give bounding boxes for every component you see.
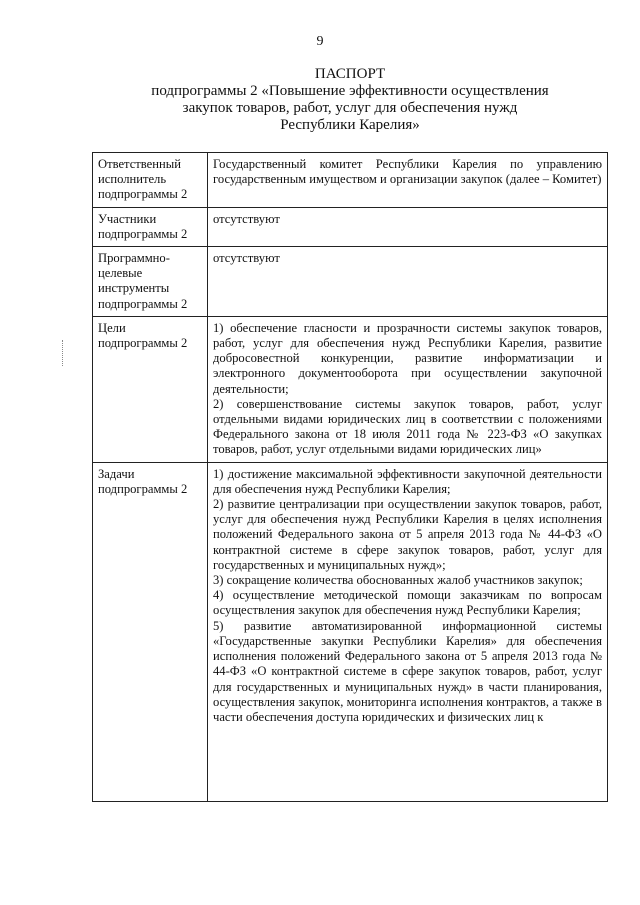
row-content [208,153,608,208]
margin-mark [62,340,64,366]
paragraph: Государственный комитет Республики Карелия по управлению государственным имуществом и организации закупок (далее – Комитет) [213,157,602,187]
table-row-instruments [93,247,608,317]
paragraph: 5) развитие автоматизированной информационной системы «Государственные закупки Республики Карелия» для обеспечения исполнения положений Федерального закона от 5 апреля 2013 года № 44-ФЗ «О контрактной системе в сфере закупок товаров, работ, услуг для государственных и муниципальных нужд» в части планирования, осуществления закупок, мониторинга исполнения контрактов, а также в части обеспечения доступа юридических и физических лиц к [213,618,602,724]
page-number: 9 [316,34,324,49]
paragraph: 1) достижение максимальной эффективности закупочной деятельности для обеспечения нужд Республики Карелия; [213,466,602,496]
table-row-tasks [93,462,608,801]
row-content [208,316,608,462]
paragraph: 1) обеспечение гласности и прозрачности системы закупок товаров, работ, услуг для обеспечения нужд Республики Карелия, развитие добросовестной конкуренции, развитие информатизации и электронного документооборота при осуществлении закупочной деятельности; [213,320,602,396]
row-label: Цели подпрограммы 2 [93,316,208,462]
row-label: Задачи подпрограммы 2 [93,462,208,801]
title-line: подпрограммы 2 «Повышение эффективности осуществления [151,83,549,99]
title-line: закупок товаров, работ, услуг для обеспечения нужд [182,100,518,116]
paragraph: отсутствуют [213,251,280,266]
document-title [100,66,600,134]
paragraph: 4) осуществление методической помощи заказчикам по вопросам осуществления закупок для обеспечения нужд Республики Карелия; [213,588,602,618]
title-heading: ПАСПОРТ [314,66,386,82]
paragraph: 2) развитие централизации при осуществлении закупок товаров, работ, услуг для обеспечения нужд Республики Карелия в целях исполнения положений Федерального закона от 5 апреля 2013 года № 44-ФЗ «О контрактной системе в сфере закупок товаров, работ, услуг для государственных и муниципальных нужд»; [213,497,602,572]
row-label: Ответственный исполнитель подпрограммы 2 [93,153,208,208]
paragraph: 2) совершенствование системы закупок товаров, работ, услуг отдельными видами юридических лиц в соответствии с положениями Федерального закона от 18 июля 2011 года № 223-ФЗ «О закупках товаров, работ, услуг отдельными видами юридических лиц» [213,396,602,457]
row-label: Программно-целевые инструменты подпрограммы 2 [93,247,208,317]
paragraph: 3) сокращение количества обоснованных жалоб участников закупок; [213,573,583,588]
title-line: Республики Карелия» [280,117,420,133]
row-label: Участники подпрограммы 2 [93,207,208,246]
table-row-participants [93,207,608,246]
row-content [208,207,608,246]
row-content [208,462,608,801]
passport-table [92,152,608,802]
table-row-responsible [93,153,608,208]
table-row-goals [93,316,608,462]
row-content [208,247,608,317]
paragraph: отсутствуют [213,211,280,226]
